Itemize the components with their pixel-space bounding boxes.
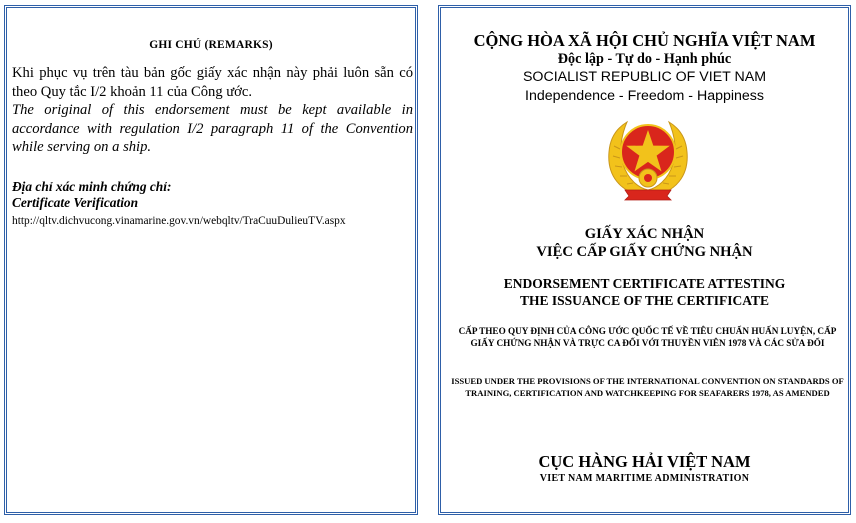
vietnam-national-emblem-icon [601,116,695,202]
cover-panel [438,5,851,515]
provisions-vn: CẤP THEO QUY ĐỊNH CỦA CÔNG ƯỚC QUỐC TẾ VỀ TIÊU CHUẨN HUẤN LUYỆN, CẤP GIẤY CHỨNG NHẬN VÀ TRỰC CA ĐỐI VỚI THUYỀN VIÊN 1978 VÀ CÁC SỬA ĐỔI [458,326,837,348]
motto-vn: Độc lập - Tự do - Hạnh phúc [557,51,732,67]
verification-label-en: Certificate Verification [12,195,139,210]
verification-label-vn: Địa chỉ xác minh chứng chỉ: [12,179,172,194]
remarks-title: GHI CHÚ (REMARKS) [149,39,273,51]
authority-name-vn: CỤC HÀNG HẢI VIỆT NAM [538,452,751,471]
remarks-panel [4,5,418,515]
remarks-body [12,64,413,157]
nation-name-vn: CỘNG HÒA XÃ HỘI CHỦ NGHĨA VIỆT NAM [473,31,816,50]
provisions-en: ISSUED UNDER THE PROVISIONS OF THE INTERNATIONAL CONVENTION ON STANDARDS OF TRAINING, CERTIFICATION AND WATCHKEEPING FOR SEAFARERS 1978, AS AMENDED [451,376,844,398]
motto-en: Independence - Freedom - Happiness [525,88,764,104]
remarks-text-en: The original of this endorsement must be kept available in accordance with regulation I/2 paragraph 11 of the Convention while serving on a ship. [12,102,413,155]
title-vn-line2: VIỆC CẤP GIẤY CHỨNG NHẬN [536,244,753,260]
title-vn-line1: GIẤY XÁC NHẬN [584,226,705,242]
title-en-line1: ENDORSEMENT CERTIFICATE ATTESTING [503,276,786,291]
title-en-line2: THE ISSUANCE OF THE CERTIFICATE [519,293,770,308]
remarks-text-vn: Khi phục vụ trên tàu bản gốc giấy xác nhận này phải luôn sẵn có theo Quy tắc I/2 khoản 11 của Công ước. [12,65,413,100]
authority-name-en: VIET NAM MARITIME ADMINISTRATION [539,473,750,484]
nation-name-en: SOCIALIST REPUBLIC OF VIET NAM [522,69,767,85]
verification-block [12,179,413,211]
verification-url[interactable]: http://qltv.dichvucong.vinamarine.gov.vn/webqltv/TraCuuDulieuTV.aspx [12,215,346,227]
